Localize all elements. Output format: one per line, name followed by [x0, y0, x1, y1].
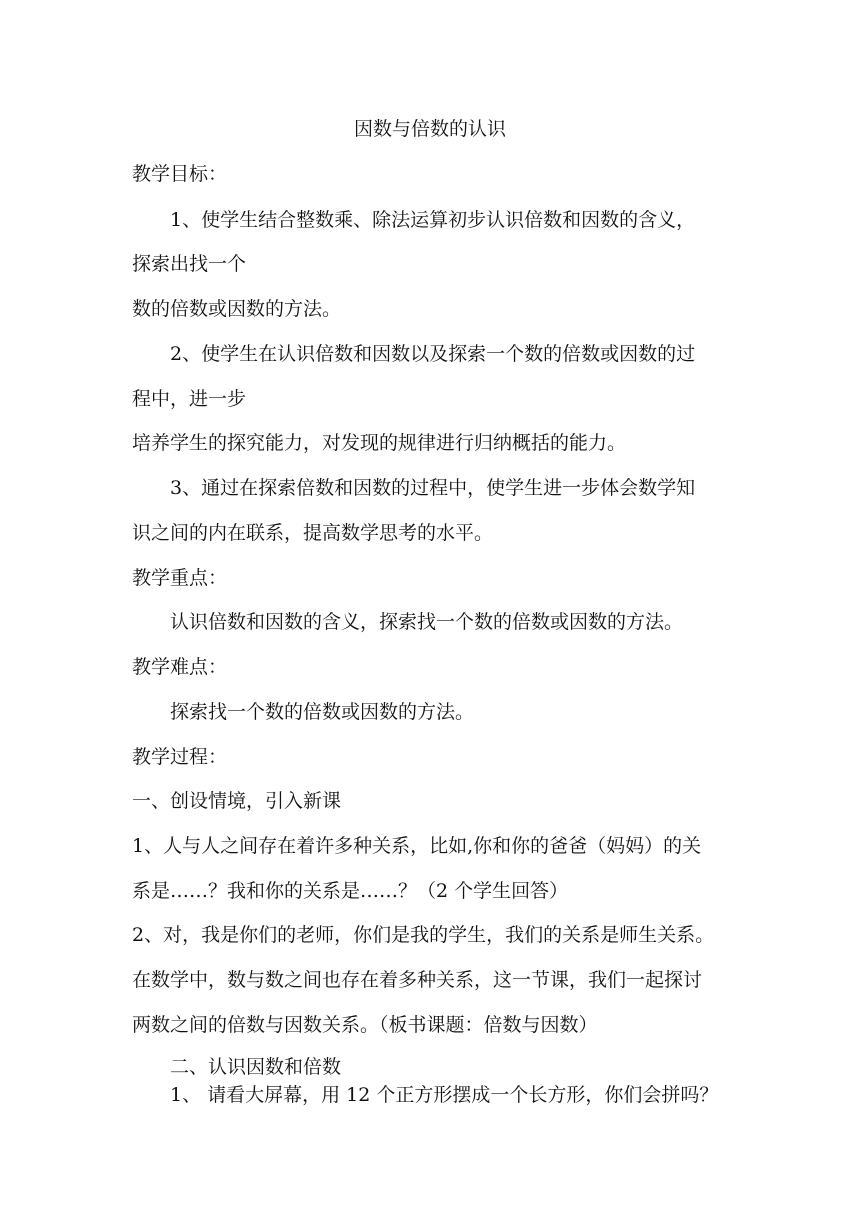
- process-heading: 教学过程：: [132, 746, 228, 768]
- section-1-item-1-line-2: 系是……？我和你的关系是……？（2 个学生回答）: [132, 880, 569, 902]
- difficulty-text: 探索找一个数的倍数或因数的方法。: [170, 701, 475, 723]
- section-2-heading: 二、认识因数和倍数: [170, 1056, 342, 1078]
- objectives-heading: 教学目标：: [132, 163, 228, 185]
- objective-1-line-2: 探索出找一个: [132, 253, 247, 275]
- objective-2-line-3: 培养学生的探究能力，对发现的规律进行归纳概括的能力。: [132, 432, 627, 454]
- keypoint-heading: 教学重点：: [132, 567, 228, 589]
- section-1-item-2-line-3: 两数之间的倍数与因数关系。（板书课题：倍数与因数）: [132, 1014, 598, 1036]
- section-2-item-1: 1、 请看大屏幕，用 12 个正方形摆成一个长方形，你们会拼吗？: [170, 1084, 719, 1106]
- document-title: 因数与倍数的认识: [353, 118, 506, 140]
- keypoint-text: 认识倍数和因数的含义，探索找一个数的倍数或因数的方法。: [170, 611, 684, 633]
- objective-1-line-3: 数的倍数或因数的方法。: [132, 298, 342, 320]
- section-1-item-1-line-1: 1、人与人之间存在着许多种关系，比如,你和你的爸爸（妈妈）的关: [132, 835, 702, 857]
- section-1-item-2-line-1: 2、对，我是你们的老师，你们是我的学生，我们的关系是师生关系。: [132, 924, 715, 946]
- objective-2-line-2: 程中，进一步: [132, 388, 247, 410]
- section-1-heading: 一、创设情境，引入新课: [132, 790, 342, 812]
- objective-3-line-2: 识之间的内在联系，提高数学思考的水平。: [132, 522, 494, 544]
- objective-3-line-1: 3、通过在探索倍数和因数的过程中，使学生进一步体会数学知: [170, 477, 696, 499]
- section-1-item-2-line-2: 在数学中，数与数之间也存在着多种关系，这一节课，我们一起探讨: [132, 969, 703, 991]
- objective-1-line-1: 1、使学生结合整数乘、除法运算初步认识倍数和因数的含义，: [170, 209, 696, 231]
- objective-2-line-1: 2、使学生在认识倍数和因数以及探索一个数的倍数或因数的过: [170, 343, 696, 365]
- difficulty-heading: 教学难点：: [132, 656, 228, 678]
